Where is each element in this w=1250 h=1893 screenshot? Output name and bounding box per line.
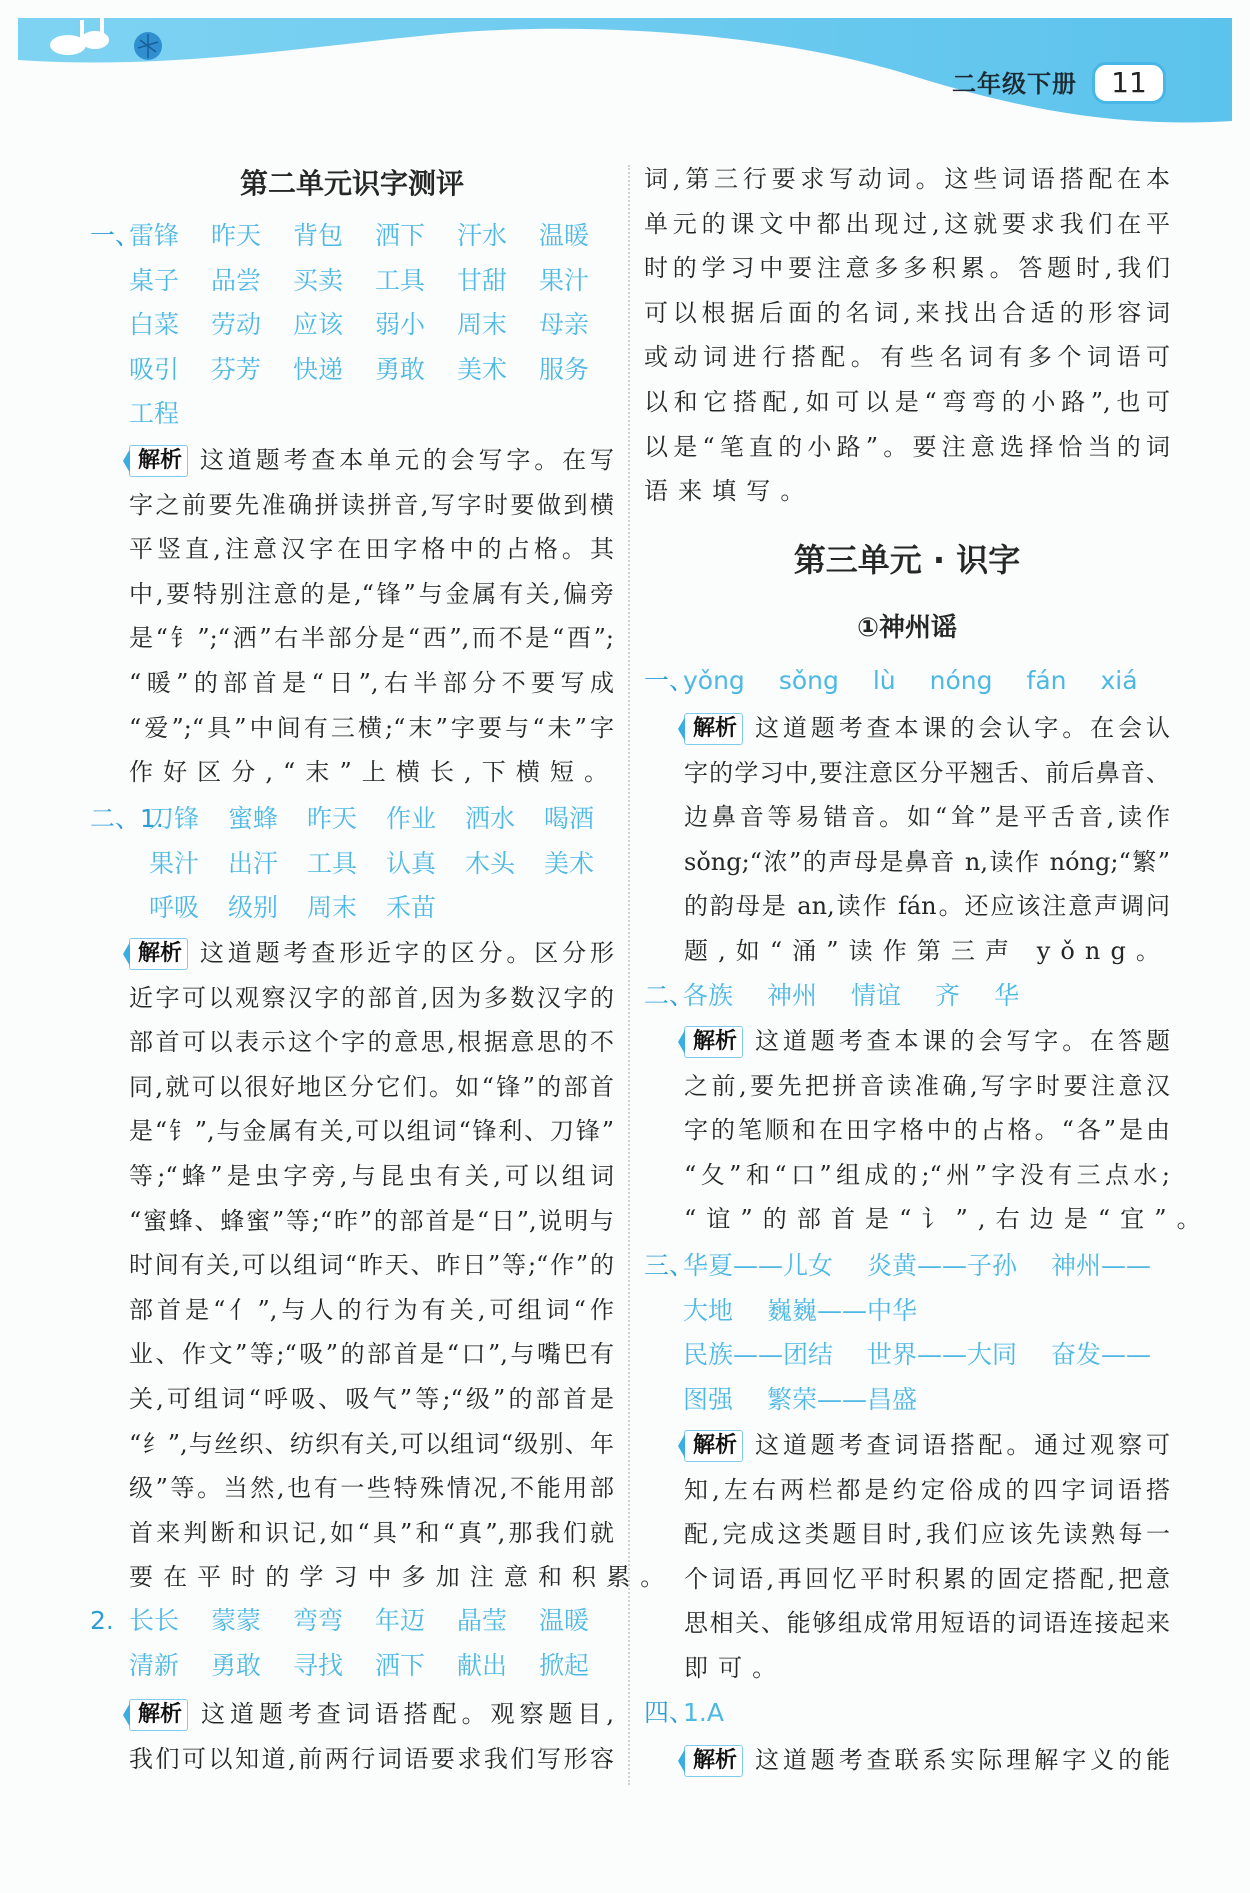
analysis-line [90, 483, 614, 528]
answer-row [644, 1244, 1170, 1289]
answer-word: 各族 [683, 981, 734, 1010]
answer-word: 神州 [767, 981, 818, 1010]
analysis-line [644, 795, 1170, 840]
answer-word: 果汁 [539, 265, 590, 295]
analysis-text: 字的笔顺和在田字格中的占格。“各”是由 [684, 1116, 1170, 1145]
analysis-badge: 解析 [129, 938, 188, 970]
analysis-line [90, 1109, 614, 1154]
analysis-text: 配,完成这类题目时,我们应该先读熟每一 [684, 1520, 1170, 1549]
analysis-line [90, 1555, 675, 1600]
analysis-q1 [90, 438, 619, 795]
lesson-title: ①神州谣 [856, 613, 957, 643]
analysis-write [644, 1019, 1211, 1242]
answer-row [90, 214, 614, 259]
analysis-text: 级”等。当然,也有一些特殊情况,不能用部 [129, 1474, 614, 1503]
answer-word: 甘甜 [457, 265, 508, 295]
answer-q4 [644, 1691, 1170, 1736]
answer-word: sǒng [778, 666, 839, 695]
analysis-line [644, 246, 1170, 291]
answer-word: 快递 [293, 354, 344, 384]
answer-row [644, 1691, 1170, 1736]
analysis-line [644, 1153, 1170, 1198]
analysis-pinyin [644, 706, 1170, 974]
answer-word: 服务 [539, 354, 590, 384]
answer-row [90, 1644, 614, 1689]
answer-word: 桌子 [129, 265, 180, 295]
answer-word: 神州—— [1051, 1251, 1152, 1280]
analysis-line [90, 976, 614, 1021]
analysis-text: “夂”和“口”组成的;“州”字没有三点水; [684, 1160, 1170, 1189]
answer-word: 果汁 [149, 848, 200, 878]
question-number: 三、 [644, 1251, 695, 1280]
analysis-text: 以和它搭配,如可以是“弯弯的小路”,也可 [644, 387, 1170, 416]
analysis-line [90, 1020, 614, 1065]
analysis-q2-1 [90, 931, 675, 1600]
answer-q2-2 [90, 1599, 614, 1688]
answer-word: 工具 [375, 265, 426, 295]
section-title: 第二单元识字测评 [239, 167, 464, 200]
analysis-line [90, 1466, 614, 1511]
analysis-line [90, 1332, 614, 1377]
analysis-badge: 解析 [684, 1026, 743, 1058]
analysis-text: 这道题考查联系实际理解字义的能 [751, 1746, 1170, 1774]
answer-word: 献出 [457, 1650, 508, 1680]
page-number: 11 [1092, 62, 1166, 104]
analysis-text: 个词语,再回忆平时积累的固定搭配,把意 [684, 1564, 1170, 1593]
answer-word: 呼吸 [149, 893, 200, 923]
analysis-text: 业、作文”等;“吸”的部首是“口”,与嘴巴有 [129, 1340, 614, 1369]
answer-word: 周末 [457, 310, 508, 340]
analysis-text: 这道题考查词语搭配。观察题目, [196, 1700, 614, 1728]
answer-word: 母亲 [539, 310, 590, 340]
analysis-text: 单元的课文中都出现过,这就要求我们在平 [644, 209, 1170, 238]
answer-word: 级别 [228, 893, 279, 923]
analysis-line [644, 751, 1170, 796]
answer-word: 刀锋 [149, 804, 200, 833]
analysis-text: 平竖直,注意汉字在田字格中的占格。其 [129, 535, 614, 564]
answer-word: 弯弯 [293, 1606, 344, 1635]
analysis-line [644, 840, 1170, 885]
analysis-text: 这道题考查本课的会写字。在答题 [751, 1027, 1170, 1055]
analysis-text: 作好区分,“末”上横长,下横短。 [129, 758, 619, 787]
answer-word: 周末 [307, 893, 358, 923]
analysis-text: 这道题考查词语搭配。通过观察可 [751, 1431, 1170, 1459]
answer-word: 齐 [935, 981, 961, 1010]
analysis-line [90, 1422, 614, 1467]
answer-row [644, 1333, 1170, 1378]
answer-row [90, 259, 614, 304]
analysis-line [90, 1243, 614, 1288]
answer-word: 吸引 [129, 354, 180, 384]
analysis-text: “蜜蜂、蜂蜜”等;“昨”的部首是“日”,说明与 [129, 1206, 614, 1235]
analysis-line [644, 1423, 1170, 1468]
analysis-text: 的韵母是 an,读作 fán。还应该注意声调问 [684, 892, 1170, 921]
answer-row [644, 1289, 1170, 1334]
answer-word: 清新 [129, 1650, 180, 1680]
analysis-text: 近字可以观察汉字的部首,因为多数汉字的 [129, 983, 614, 1012]
answer-word: 应该 [293, 310, 344, 340]
column-divider [628, 165, 630, 1785]
analysis-line [90, 527, 614, 572]
analysis-text: 边鼻音等易错音。如“耸”是平舌音,读作 [684, 803, 1170, 832]
analysis-line [90, 661, 614, 706]
question-number: 二、1. [90, 804, 164, 833]
analysis-text: 题,如“涌”读作第三声 yǒng。 [684, 936, 1170, 965]
answer-word: 长长 [129, 1606, 180, 1635]
answer-word: 情谊 [851, 981, 902, 1010]
question-number: 一、 [644, 666, 695, 695]
answer-word: lù [872, 666, 896, 695]
analysis-line [90, 1377, 614, 1422]
answer-word: fán [1026, 666, 1067, 695]
analysis-text: “谊”的部首是“讠”,右边是“宜”。 [684, 1205, 1211, 1234]
answer-word: 昨天 [307, 804, 358, 833]
analysis-line [90, 1065, 614, 1110]
answer-word: 美术 [544, 848, 595, 878]
answer-word: 木头 [465, 848, 516, 878]
answer-q1 [90, 214, 614, 437]
answer-row [644, 1378, 1170, 1423]
answer-word: 晶莹 [457, 1606, 508, 1635]
analysis-line [644, 1557, 1170, 1602]
analysis-text: 以是“笔直的小路”。要注意选择恰当的词 [644, 432, 1170, 461]
analysis-line [644, 929, 1170, 974]
answer-word: 掀起 [539, 1650, 590, 1680]
analysis-line [90, 572, 614, 617]
answer-row [90, 886, 614, 931]
analysis-line [644, 157, 1170, 202]
analysis-text: 部首可以表示这个字的意思,根据意思的不 [129, 1028, 614, 1057]
answer-word: 蒙蒙 [211, 1606, 262, 1635]
answer-word: 大地 [683, 1295, 734, 1325]
analysis-text: 知,左右两栏都是约定俗成的四字词语搭 [684, 1475, 1170, 1504]
analysis-line [644, 380, 1170, 425]
answer-word: 美术 [457, 354, 508, 384]
analysis-text: 可以根据后面的名词,来找出合适的形容词 [644, 298, 1170, 327]
answer-word: 巍巍——中华 [767, 1295, 918, 1325]
analysis-line [644, 1064, 1170, 1109]
answer-word: 芬芳 [211, 354, 262, 384]
answer-word: 1.A [683, 1698, 724, 1727]
analysis-line [90, 1692, 614, 1737]
analysis-text: 字的学习中,要注意区分平翘舌、前后鼻音、 [684, 758, 1170, 787]
analysis-line [90, 1199, 614, 1244]
answer-word: yǒng [683, 666, 745, 695]
analysis-badge: 解析 [684, 1430, 743, 1462]
analysis-text: 字之前要先准确拼读拼音,写字时要做到横 [129, 490, 614, 519]
analysis-text: 这道题考查本单元的会写字。在写 [196, 446, 614, 474]
analysis-text: 关,可组词“呼吸、吸气”等;“级”的部首是 [129, 1384, 614, 1413]
answer-word: 洒下 [375, 1650, 426, 1680]
answer-word: 昨天 [211, 221, 262, 250]
analysis-line [90, 931, 614, 976]
analysis-line [90, 750, 619, 795]
analysis-text: 之前,要先把拼音读准确,写字时要注意汉 [684, 1071, 1170, 1100]
question-number: 一、 [90, 221, 141, 250]
answer-word: 出汗 [228, 848, 279, 878]
analysis-badge: 解析 [129, 1699, 188, 1731]
answer-word: 工具 [307, 848, 358, 878]
shell-icon [134, 32, 162, 60]
question-number: 四、 [644, 1698, 695, 1727]
analysis-text: 思相关、能够组成常用短语的词语连接起来 [684, 1609, 1170, 1638]
analysis-text: 要在平时的学习中多加注意和积累。 [129, 1563, 675, 1592]
analysis-line [644, 469, 1170, 514]
analysis-text: 是“钅”;“洒”右半部分是“西”,而不是“酉”; [129, 624, 614, 653]
unit-title: 第三单元 · 识字 [793, 541, 1021, 579]
answer-word: 世界——大同 [867, 1340, 1018, 1370]
answer-word: 炎黄——子孙 [867, 1251, 1018, 1280]
answer-word: 汗水 [457, 221, 508, 250]
analysis-line [90, 1288, 614, 1333]
analysis-text: “暖”的部首是“日”,右半部分不要写成 [129, 668, 614, 697]
grade-label: 二年级下册 [952, 70, 1077, 98]
analysis-line [90, 438, 614, 483]
answer-word: 白菜 [129, 310, 180, 340]
analysis-line [644, 1646, 1170, 1691]
question-number: 2. [90, 1606, 114, 1635]
analysis-text: “纟”,与丝织、纺织有关,可以组词“级别、年 [129, 1429, 614, 1458]
answer-row [644, 659, 1170, 704]
answer-row [90, 797, 614, 842]
analysis-line [90, 1511, 614, 1556]
answer-word: 禾苗 [386, 893, 437, 923]
answer-word: 劳动 [211, 310, 262, 340]
analysis-text: 词,第三行要求写动词。这些词语搭配在本 [644, 165, 1170, 193]
analysis-line [90, 616, 614, 661]
analysis-line [90, 1737, 614, 1782]
answer-word: 洒下 [375, 221, 426, 250]
answer-word: 蜜蜂 [228, 804, 279, 833]
answer-word: 买卖 [293, 265, 344, 295]
answer-word: xiá [1100, 666, 1138, 695]
answer-row [90, 842, 614, 887]
answer-word: 勇敢 [211, 1650, 262, 1680]
analysis-line [644, 1019, 1170, 1064]
answer-write [644, 974, 1170, 1019]
analysis-text: 首来判断和识记,如“具”和“真”,那我们就 [129, 1518, 614, 1547]
analysis-line [90, 706, 614, 751]
answer-word: 年迈 [375, 1606, 426, 1635]
answer-word: 背包 [293, 221, 344, 250]
answer-word: 弱小 [375, 310, 426, 340]
answer-word: 图强 [683, 1384, 734, 1414]
analysis-line [644, 425, 1170, 470]
analysis-text: 这道题考查形近字的区分。区分形 [196, 939, 614, 967]
answer-row [644, 974, 1170, 1019]
answer-row [90, 392, 614, 437]
answer-word: 作业 [386, 804, 437, 833]
answer-q2-1 [90, 797, 614, 931]
analysis-text: 时间有关,可以组词“昨天、昨日”等;“作”的 [129, 1251, 614, 1280]
analysis-line [90, 1154, 614, 1199]
analysis-line [644, 202, 1170, 247]
analysis-text: 中,要特别注意的是,“锋”与金属有关,偏旁 [129, 579, 614, 608]
analysis-text: 语来填写。 [644, 477, 815, 506]
analysis-q2-2 [90, 1692, 614, 1781]
answer-word: 温暖 [539, 1606, 590, 1635]
analysis-line [644, 1738, 1170, 1783]
analysis-line [644, 291, 1170, 336]
answer-word: 勇敢 [375, 354, 426, 384]
question-number: 二、 [644, 981, 695, 1010]
answer-row [90, 348, 614, 393]
analysis-text: “爱”;“具”中间有三横;“末”字要与“未”字 [129, 713, 614, 742]
analysis-line [644, 1468, 1170, 1513]
analysis-line [644, 335, 1170, 380]
analysis-line [644, 1601, 1170, 1646]
analysis-badge: 解析 [684, 713, 743, 745]
analysis-text: sǒng;“浓”的声母是鼻音 n,读作 nóng;“繁” [684, 847, 1170, 876]
analysis-q2-2-continued [644, 157, 1170, 514]
answer-row [90, 1599, 614, 1644]
analysis-text: 这道题考查本课的会认字。在会认 [751, 714, 1170, 742]
analysis-line [644, 706, 1170, 751]
answer-word: 奋发—— [1051, 1340, 1152, 1370]
analysis-line [644, 1197, 1211, 1242]
analysis-text: 部首是“亻”,与人的行为有关,可组词“作 [129, 1295, 614, 1324]
answer-match [644, 1244, 1170, 1422]
answer-word: 洒水 [465, 804, 516, 833]
analysis-line [644, 1108, 1170, 1153]
answer-word: 工程 [129, 399, 180, 429]
analysis-text: 同,就可以很好地区分它们。如“锋”的部首 [129, 1072, 614, 1101]
answer-word: 华 [994, 981, 1020, 1010]
answer-pinyin [644, 659, 1170, 704]
answer-word: nóng [929, 666, 993, 695]
answer-word: 民族——团结 [683, 1340, 834, 1370]
answer-word: 繁荣——昌盛 [767, 1384, 918, 1414]
analysis-text: 即可。 [684, 1653, 787, 1682]
analysis-text: 等;“蜂”是虫字旁,与昆虫有关,可以组词 [129, 1161, 614, 1190]
analysis-badge: 解析 [129, 445, 188, 477]
analysis-badge: 解析 [684, 1745, 743, 1777]
answer-word: 喝酒 [544, 804, 595, 833]
answer-word: 品尝 [211, 265, 262, 295]
answer-word: 华夏——儿女 [683, 1251, 834, 1280]
analysis-text: 我们可以知道,前两行词语要求我们写形容 [129, 1744, 614, 1773]
analysis-text: 时的学习中要注意多多积累。答题时,我们 [644, 254, 1170, 283]
answer-row [90, 303, 614, 348]
answer-word: 寻找 [293, 1650, 344, 1680]
analysis-line [644, 884, 1170, 929]
analysis-q4 [644, 1738, 1170, 1783]
analysis-text: 是“钅”,与金属有关,可以组词“锋利、刀锋” [129, 1117, 614, 1146]
analysis-match [644, 1423, 1170, 1691]
answer-word: 温暖 [539, 221, 590, 250]
answer-word: 雷锋 [129, 221, 180, 250]
analysis-text: 或动词进行搭配。有些名词有多个词语可 [644, 343, 1170, 372]
analysis-line [644, 1512, 1170, 1557]
answer-word: 认真 [386, 848, 437, 878]
